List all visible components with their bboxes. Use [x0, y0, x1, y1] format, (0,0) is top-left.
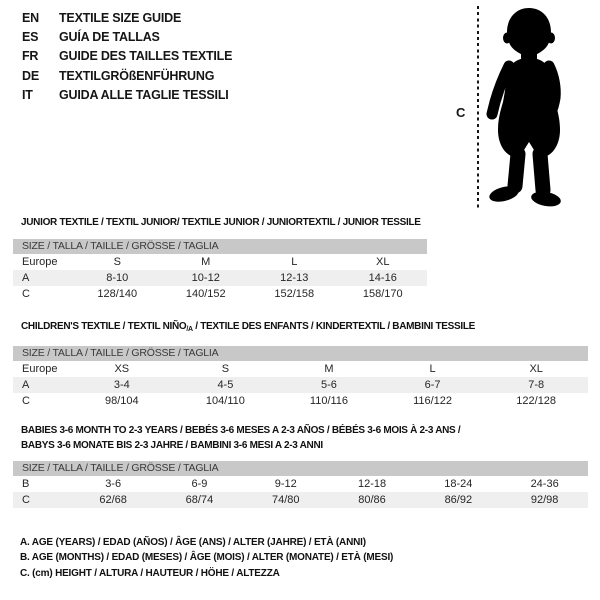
row-label: A: [22, 272, 30, 284]
table-cell: 62/68: [99, 494, 127, 506]
legend-line-b: B. AGE (MONTHS) / EDAD (MESES) / ÂGE (MOIS) / ALTER (MONATE) / ETÀ (MESI): [20, 552, 394, 564]
section-title-subscript: /A: [186, 326, 193, 333]
table-cell: 3-4: [113, 379, 130, 391]
table-cell: XL: [376, 256, 390, 268]
section-title-children: [21, 321, 475, 333]
table-cell: 18-24: [444, 478, 473, 490]
table-row-height: [13, 492, 588, 508]
table-cell: 3-6: [105, 478, 122, 490]
table-cell: 116/122: [413, 395, 453, 407]
table-cell: 68/74: [185, 494, 214, 506]
table-cell: 80/86: [358, 494, 386, 506]
size-header-bar: SIZE / TALLA / TAILLE / GRÖSSE / TAGLIA: [13, 239, 427, 254]
table-cell: S: [113, 256, 121, 268]
row-label: Europe: [22, 256, 58, 268]
row-label: B: [22, 478, 30, 490]
language-code: DE: [22, 68, 39, 83]
section-title-text: CHILDREN'S TEXTILE / TEXTIL NIÑO: [21, 321, 187, 332]
section-title-text: / TEXTILE DES ENFANTS / KINDERTEXTIL / BAMBINI TESSILE: [192, 321, 476, 332]
table-cell: 104/110: [205, 395, 245, 407]
language-title-list: [22, 8, 232, 105]
table-cell: 158/170: [362, 288, 403, 300]
table-cell: 98/104: [104, 395, 139, 407]
table-cell: L: [429, 363, 436, 375]
table-cell: 24-36: [530, 478, 559, 490]
toddler-silhouette-image: [482, 6, 572, 208]
size-header-bar: SIZE / TALLA / TAILLE / GRÖSSE / TAGLIA: [13, 346, 588, 361]
table-cell: 128/140: [97, 288, 138, 300]
table-row-europe: [13, 254, 427, 270]
language-row-en: [22, 8, 232, 27]
table-cell: 140/152: [185, 288, 226, 300]
language-title: TEXTILE SIZE GUIDE: [59, 10, 182, 25]
legend-line-a: A. AGE (YEARS) / EDAD (AÑOS) / ÂGE (ANS) / ALTER (JAHRE) / ETÀ (ANNI): [20, 537, 366, 548]
table-cell: 92/98: [530, 494, 559, 506]
table-row-height: [13, 393, 588, 409]
language-row-es: [22, 27, 232, 46]
table-cell: 9-12: [274, 478, 297, 490]
table-cell: 122/128: [516, 395, 557, 407]
junior-size-table: [13, 239, 427, 302]
size-header-bar: SIZE / TALLA / TAILLE / GRÖSSE / TAGLIA: [13, 461, 588, 476]
babies-size-table: [13, 461, 588, 508]
table-row-age: [13, 476, 588, 492]
section-title-babies-line1: BABIES 3-6 MONTH TO 2-3 YEARS / BEBÉS 3-6 MESES A 2-3 AÑOS / BÉBÉS 3-6 MOIS À 2-3 ANS /: [21, 425, 461, 436]
language-row-de: [22, 66, 232, 85]
table-cell: M: [201, 256, 211, 268]
language-row-fr: [22, 47, 232, 66]
row-label: C: [22, 288, 30, 300]
table-row-age: [13, 270, 427, 286]
row-label: C: [22, 494, 30, 506]
table-cell: 4-5: [217, 379, 234, 391]
row-label: C: [22, 395, 30, 407]
row-label: A: [22, 379, 30, 391]
row-label: Europe: [22, 363, 58, 375]
table-cell: M: [324, 363, 334, 375]
language-row-it: [22, 86, 232, 105]
language-title: GUIDA ALLE TAGLIE TESSILI: [59, 88, 229, 103]
table-cell: 6-7: [424, 379, 441, 391]
table-cell: 12-18: [357, 478, 387, 490]
table-cell: XL: [529, 363, 543, 375]
table-cell: 14-16: [368, 272, 397, 284]
section-title-junior: JUNIOR TEXTILE / TEXTIL JUNIOR/ TEXTILE JUNIOR / JUNIORTEXTIL / JUNIOR TESSILE: [21, 217, 421, 228]
language-title: TEXTILGRÖßENFÜHRUNG: [59, 68, 215, 83]
table-cell: 86/92: [444, 494, 473, 506]
table-cell: S: [221, 363, 230, 375]
table-cell: 10-12: [191, 272, 220, 284]
height-label-c: C: [456, 105, 466, 120]
language-code: ES: [22, 30, 39, 45]
table-row-europe: [13, 361, 588, 377]
language-code: FR: [22, 49, 39, 64]
table-cell: 7-8: [528, 379, 545, 391]
table-cell: 110/116: [309, 395, 349, 407]
language-title: GUIDE DES TAILLES TEXTILE: [59, 49, 233, 64]
table-cell: 74/80: [271, 494, 300, 506]
table-cell: 5-6: [321, 379, 337, 391]
height-dotted-line: [477, 6, 479, 208]
legend-block: [20, 535, 393, 581]
table-cell: L: [291, 256, 298, 268]
table-cell: 8-10: [106, 272, 129, 284]
table-cell: 152/158: [274, 288, 315, 300]
language-code: IT: [22, 88, 33, 103]
table-cell: XS: [114, 363, 130, 375]
language-title: GUÍA DE TALLAS: [59, 30, 160, 45]
language-code: EN: [22, 10, 39, 25]
table-cell: 12-13: [280, 272, 309, 284]
table-row-age: [13, 377, 588, 393]
children-size-table: [13, 346, 588, 409]
table-cell: 6-9: [191, 478, 208, 490]
section-title-babies-line2: BABYS 3-6 MONATE BIS 2-3 JAHRE / BAMBINI 3-6 MESI A 2-3 ANNI: [21, 440, 323, 451]
legend-line-c: C. (cm) HEIGHT / ALTURA / HAUTEUR / HÖHE / ALTEZZA: [20, 567, 280, 579]
table-row-height: [13, 286, 427, 302]
